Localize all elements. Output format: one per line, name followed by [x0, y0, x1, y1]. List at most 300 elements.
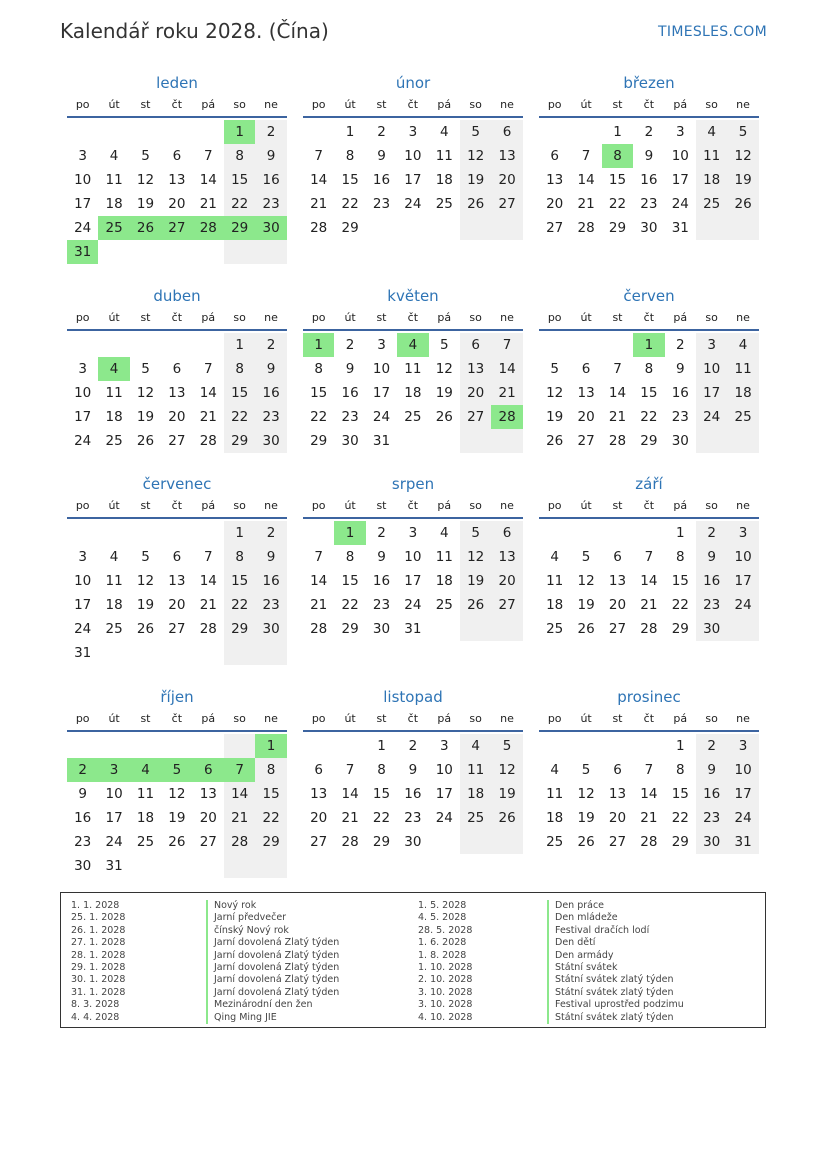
day-cell: 7 — [203, 361, 213, 377]
day-cell: 1 — [613, 124, 622, 140]
day-cell: 19 — [136, 196, 155, 212]
day-cell: 28 — [310, 621, 328, 637]
day-cell: 25 — [546, 621, 564, 637]
day-cell: 26 — [136, 433, 155, 449]
day-cell: 28 — [640, 621, 658, 637]
day-cell: 21 — [491, 381, 522, 405]
weekday-label: čt — [407, 499, 419, 512]
day-cell: 13 — [310, 786, 328, 802]
weekday-label: pá — [673, 712, 688, 725]
day-cell: 17 — [74, 409, 92, 425]
holiday-day: 7 — [224, 758, 255, 782]
weekday-header — [539, 94, 759, 118]
day-cell: 9 — [644, 148, 654, 164]
weekday-label: ne — [264, 98, 278, 111]
day-cell: 3 — [696, 333, 727, 357]
day-cell: 18 — [136, 810, 155, 826]
day-cell: 16 — [696, 782, 727, 806]
day-cell: 21 — [640, 810, 658, 826]
day-cell: 7 — [491, 333, 522, 357]
weekday-label: pá — [437, 712, 452, 725]
day-cell: 21 — [224, 806, 255, 830]
day-cell: 25 — [105, 433, 123, 449]
day-cell: 15 — [640, 385, 658, 401]
day-cell: 5 — [460, 120, 491, 144]
month-block — [303, 72, 523, 262]
legend-holiday-name: Den armády — [547, 950, 684, 962]
weekend-shade — [460, 216, 491, 240]
legend-holiday-name: Státní svátek zlatý týden — [547, 974, 684, 986]
day-cell: 25 — [404, 409, 422, 425]
day-cell: 11 — [727, 357, 758, 381]
day-cell: 27 — [168, 621, 186, 637]
day-grid — [67, 519, 287, 663]
weekday-label: st — [140, 712, 151, 725]
day-cell: 19 — [577, 597, 595, 613]
day-cell: 2 — [377, 525, 386, 541]
day-cell: 25 — [727, 405, 758, 429]
weekday-label: ne — [500, 98, 514, 111]
month-block — [539, 285, 759, 475]
day-cell: 15 — [341, 573, 359, 589]
legend-date: 1. 5. 2028 — [418, 900, 467, 911]
weekend-shade — [460, 429, 491, 453]
day-grid — [303, 519, 523, 663]
day-cell: 8 — [345, 148, 355, 164]
weekend-shade — [491, 429, 522, 453]
day-cell: 26 — [168, 834, 186, 850]
day-cell: 5 — [581, 762, 591, 778]
month-block — [67, 686, 287, 876]
day-cell: 5 — [581, 549, 591, 565]
day-cell: 26 — [577, 834, 595, 850]
day-cell: 17 — [74, 196, 92, 212]
weekday-label: so — [233, 712, 246, 725]
weekday-label: ne — [736, 499, 750, 512]
legend-date: 31. 1. 2028 — [71, 986, 126, 998]
day-cell: 14 — [199, 385, 217, 401]
day-grid — [539, 732, 759, 876]
day-cell: 7 — [644, 762, 654, 778]
legend-holiday-name: Jarní dovolená Zlatý týden — [206, 937, 339, 949]
holiday-day: 4 — [98, 357, 129, 381]
holiday-day: 29 — [224, 216, 255, 240]
legend-date: 1. 1. 2028 — [71, 900, 120, 911]
day-cell: 27 — [608, 621, 627, 637]
day-cell: 13 — [168, 573, 186, 589]
day-cell: 28 — [640, 834, 658, 850]
day-cell: 30 — [404, 834, 422, 850]
weekday-label: po — [75, 499, 90, 512]
day-cell: 1 — [377, 738, 386, 754]
day-cell: 21 — [640, 597, 658, 613]
weekday-label: so — [705, 712, 718, 725]
day-cell: 14 — [224, 782, 255, 806]
weekday-label: pá — [201, 499, 216, 512]
day-cell: 14 — [640, 573, 658, 589]
day-cell: 29 — [224, 617, 255, 641]
weekday-label: po — [547, 311, 562, 324]
day-cell: 3 — [377, 337, 386, 353]
day-cell: 9 — [696, 545, 727, 569]
day-cell: 31 — [74, 645, 92, 661]
weekday-label: so — [705, 311, 718, 324]
day-cell: 18 — [727, 381, 758, 405]
month-block — [67, 72, 287, 262]
day-cell: 14 — [491, 357, 522, 381]
day-cell: 31 — [727, 830, 758, 854]
day-cell: 2 — [377, 124, 386, 140]
day-cell: 10 — [696, 357, 727, 381]
day-cell: 12 — [491, 758, 522, 782]
day-cell: 15 — [310, 385, 328, 401]
holiday-day: 1 — [633, 333, 664, 357]
day-cell: 17 — [74, 597, 92, 613]
day-cell: 17 — [727, 569, 758, 593]
weekend-shade — [491, 216, 522, 240]
legend-holiday-name: Mezinárodní den žen — [206, 999, 339, 1011]
day-cell: 30 — [372, 621, 391, 637]
month-name: květen — [387, 287, 439, 305]
holiday-day: 4 — [397, 333, 428, 357]
legend-date: 2. 10. 2028 — [418, 974, 473, 986]
weekday-label: st — [376, 712, 387, 725]
weekday-header — [303, 94, 523, 118]
day-cell: 3 — [408, 124, 418, 140]
legend-holiday-name: čínský Nový rok — [206, 925, 339, 937]
legend-holiday-name: Nový rok — [206, 900, 339, 912]
day-cell: 18 — [435, 573, 453, 589]
legend-date: 1. 10. 2028 — [418, 961, 473, 973]
day-cell: 3 — [439, 738, 449, 754]
day-cell: 10 — [74, 172, 92, 188]
day-cell: 25 — [435, 196, 453, 212]
weekend-shade — [255, 641, 286, 665]
holiday-day: 2 — [67, 758, 98, 782]
legend-date: 29. 1. 2028 — [71, 961, 126, 973]
day-cell: 24 — [404, 196, 422, 212]
day-cell: 11 — [105, 172, 123, 188]
weekday-label: pá — [201, 712, 216, 725]
day-cell: 27 — [310, 834, 328, 850]
day-cell: 28 — [199, 433, 217, 449]
day-cell: 22 — [224, 593, 255, 617]
day-cell: 27 — [608, 834, 627, 850]
day-cell: 14 — [310, 172, 328, 188]
legend-date: 28. 5. 2028 — [418, 924, 473, 936]
day-cell: 30 — [255, 617, 286, 641]
weekend-shade — [727, 216, 758, 240]
day-cell: 18 — [696, 168, 727, 192]
weekday-header — [303, 708, 523, 732]
day-cell: 23 — [640, 196, 658, 212]
month-name: únor — [395, 74, 431, 92]
weekday-label: ne — [736, 311, 750, 324]
day-cell: 22 — [341, 597, 359, 613]
weekday-label: ne — [500, 499, 514, 512]
day-cell: 1 — [224, 333, 255, 357]
day-cell: 14 — [640, 786, 658, 802]
legend-holiday-name: Festival uprostřed podzimu — [547, 999, 684, 1011]
day-cell: 3 — [727, 521, 758, 545]
month-block — [303, 686, 523, 876]
day-cell: 15 — [341, 172, 359, 188]
day-cell: 4 — [550, 549, 559, 565]
month-block — [539, 686, 759, 876]
legend-holiday-name: Festival dračích lodí — [547, 925, 684, 937]
day-cell: 28 — [310, 220, 328, 236]
weekday-label: pá — [673, 98, 688, 111]
day-cell: 23 — [696, 593, 727, 617]
day-cell: 16 — [372, 573, 391, 589]
weekend-shade — [460, 830, 491, 854]
day-cell: 2 — [696, 521, 727, 545]
legend-holiday-name: Jarní dovolená Zlatý týden — [206, 962, 339, 974]
month-name: červen — [623, 287, 675, 305]
day-cell: 10 — [74, 385, 92, 401]
weekday-label: ne — [264, 712, 278, 725]
day-cell: 20 — [199, 810, 217, 826]
day-cell: 23 — [404, 810, 422, 826]
day-cell: 22 — [224, 192, 255, 216]
legend-holiday-name: Qing Ming JIE — [206, 1012, 339, 1024]
weekday-label: čt — [171, 311, 183, 324]
day-cell: 14 — [577, 172, 595, 188]
weekend-shade — [255, 854, 286, 878]
day-cell: 14 — [310, 573, 328, 589]
day-cell: 12 — [435, 361, 453, 377]
day-cell: 24 — [404, 597, 422, 613]
weekday-label: pá — [673, 311, 688, 324]
holiday-day: 30 — [255, 216, 286, 240]
day-cell: 22 — [224, 405, 255, 429]
weekday-label: st — [612, 712, 623, 725]
month-block — [67, 285, 287, 475]
day-cell: 11 — [696, 144, 727, 168]
weekend-shade — [491, 830, 522, 854]
weekday-label: út — [580, 712, 592, 725]
day-cell: 12 — [577, 786, 595, 802]
day-cell: 29 — [608, 220, 627, 236]
day-cell: 21 — [199, 196, 217, 212]
weekday-label: po — [75, 311, 90, 324]
month-block — [303, 473, 523, 663]
day-cell: 6 — [172, 549, 182, 565]
weekday-label: čt — [171, 98, 183, 111]
weekday-label: st — [376, 311, 387, 324]
day-cell: 12 — [136, 573, 155, 589]
day-cell: 3 — [727, 734, 758, 758]
site-link[interactable]: TIMESLES.COM — [658, 24, 767, 40]
weekday-header — [303, 495, 523, 519]
month-block — [67, 473, 287, 663]
day-cell: 2 — [408, 738, 418, 754]
legend-names-right — [547, 900, 684, 1024]
day-cell: 31 — [372, 433, 391, 449]
holiday-day: 1 — [303, 333, 334, 357]
weekday-label: st — [140, 499, 151, 512]
day-cell: 6 — [491, 120, 522, 144]
day-cell: 23 — [671, 409, 689, 425]
month-block — [539, 473, 759, 663]
holiday-day: 5 — [161, 758, 192, 782]
day-cell: 5 — [141, 148, 150, 164]
day-cell: 19 — [577, 810, 595, 826]
holiday-day: 28 — [193, 216, 224, 240]
legend-holiday-name: Jarní dovolená Zlatý týden — [206, 974, 339, 986]
day-cell: 27 — [491, 593, 522, 617]
day-cell: 24 — [696, 405, 727, 429]
day-cell: 15 — [372, 786, 391, 802]
day-cell: 26 — [727, 192, 758, 216]
day-cell: 19 — [727, 168, 758, 192]
day-cell: 6 — [172, 361, 182, 377]
day-cell: 21 — [341, 810, 359, 826]
legend-dates-right — [418, 900, 472, 1024]
weekend-shade — [224, 240, 255, 264]
day-cell: 30 — [671, 433, 689, 449]
day-cell: 28 — [577, 220, 595, 236]
day-cell: 10 — [404, 549, 422, 565]
day-cell: 11 — [460, 758, 491, 782]
day-cell: 16 — [696, 569, 727, 593]
day-cell: 12 — [546, 385, 564, 401]
legend-holiday-name: Den práce — [547, 900, 684, 912]
weekday-label: ne — [264, 311, 278, 324]
day-cell: 4 — [727, 333, 758, 357]
day-cell: 26 — [136, 621, 155, 637]
day-grid — [67, 118, 287, 262]
day-cell: 13 — [546, 172, 564, 188]
weekday-label: út — [580, 311, 592, 324]
day-cell: 4 — [439, 124, 449, 140]
weekday-label: ne — [264, 499, 278, 512]
month-name: říjen — [160, 688, 194, 706]
day-cell: 17 — [727, 782, 758, 806]
weekday-label: st — [376, 98, 387, 111]
weekday-label: čt — [171, 712, 183, 725]
legend-holiday-name: Jarní předvečer — [206, 912, 339, 924]
day-cell: 1 — [345, 124, 355, 140]
day-cell: 19 — [168, 810, 186, 826]
month-name: listopad — [383, 688, 443, 706]
day-cell: 4 — [550, 762, 559, 778]
day-cell: 23 — [372, 196, 391, 212]
day-cell: 21 — [310, 196, 328, 212]
legend-date: 8. 3. 2028 — [71, 999, 120, 1011]
day-cell: 25 — [546, 834, 564, 850]
day-cell: 16 — [255, 569, 286, 593]
day-cell: 6 — [581, 361, 591, 377]
weekday-label: po — [75, 712, 90, 725]
weekday-label: so — [705, 499, 718, 512]
day-cell: 1 — [224, 521, 255, 545]
day-cell: 10 — [74, 573, 92, 589]
day-cell: 12 — [136, 385, 155, 401]
day-cell: 15 — [224, 381, 255, 405]
day-cell: 24 — [435, 810, 453, 826]
weekday-label: čt — [407, 98, 419, 111]
month-name: červenec — [142, 475, 212, 493]
day-cell: 28 — [608, 433, 627, 449]
day-cell: 11 — [105, 385, 123, 401]
day-cell: 27 — [546, 220, 564, 236]
weekday-label: pá — [437, 499, 452, 512]
day-cell: 29 — [372, 834, 391, 850]
day-cell: 27 — [199, 834, 217, 850]
day-cell: 18 — [105, 409, 123, 425]
day-cell: 3 — [78, 148, 87, 164]
month-block — [539, 72, 759, 262]
legend-date: 1. 8. 2028 — [418, 949, 467, 961]
day-cell: 9 — [255, 545, 286, 569]
legend-holiday-name: Státní svátek zlatý týden — [547, 987, 684, 999]
day-cell: 25 — [696, 192, 727, 216]
weekday-label: čt — [643, 311, 655, 324]
day-cell: 7 — [581, 148, 591, 164]
day-cell: 22 — [341, 196, 359, 212]
day-cell: 13 — [460, 357, 491, 381]
month-name: srpen — [391, 475, 435, 493]
weekday-label: ne — [736, 712, 750, 725]
day-cell: 17 — [404, 172, 422, 188]
day-cell: 9 — [675, 361, 685, 377]
day-cell: 17 — [105, 810, 123, 826]
day-cell: 15 — [671, 573, 689, 589]
day-cell: 20 — [168, 409, 186, 425]
weekday-label: út — [344, 499, 356, 512]
day-cell: 6 — [613, 762, 622, 778]
day-cell: 11 — [546, 786, 564, 802]
day-cell: 13 — [608, 786, 627, 802]
day-cell: 2 — [255, 521, 286, 545]
weekday-header — [303, 307, 523, 331]
day-grid — [539, 519, 759, 663]
day-cell: 8 — [224, 144, 255, 168]
day-cell: 2 — [644, 124, 654, 140]
day-cell: 30 — [696, 617, 727, 641]
day-cell: 14 — [341, 786, 359, 802]
day-cell: 16 — [341, 385, 359, 401]
weekday-label: st — [376, 499, 387, 512]
day-cell: 16 — [640, 172, 658, 188]
day-cell: 5 — [727, 120, 758, 144]
day-cell: 26 — [435, 409, 453, 425]
day-cell: 4 — [109, 549, 119, 565]
day-cell: 4 — [439, 525, 449, 541]
month-name: duben — [153, 287, 201, 305]
weekday-label: út — [344, 311, 356, 324]
holiday-day: 4 — [130, 758, 161, 782]
holiday-day: 3 — [98, 758, 129, 782]
day-cell: 8 — [644, 361, 654, 377]
day-cell: 29 — [671, 834, 689, 850]
legend-holiday-name: Státní svátek zlatý týden — [547, 1012, 684, 1024]
holiday-legend — [60, 892, 766, 1028]
day-cell: 30 — [341, 433, 359, 449]
weekday-label: pá — [201, 311, 216, 324]
day-cell: 12 — [727, 144, 758, 168]
weekday-label: so — [469, 311, 482, 324]
day-cell: 20 — [460, 381, 491, 405]
weekend-shade — [224, 734, 255, 758]
day-cell: 23 — [255, 593, 286, 617]
day-cell: 15 — [255, 782, 286, 806]
day-cell: 23 — [696, 806, 727, 830]
weekday-label: po — [547, 499, 562, 512]
day-cell: 9 — [78, 786, 87, 802]
day-cell: 23 — [255, 192, 286, 216]
